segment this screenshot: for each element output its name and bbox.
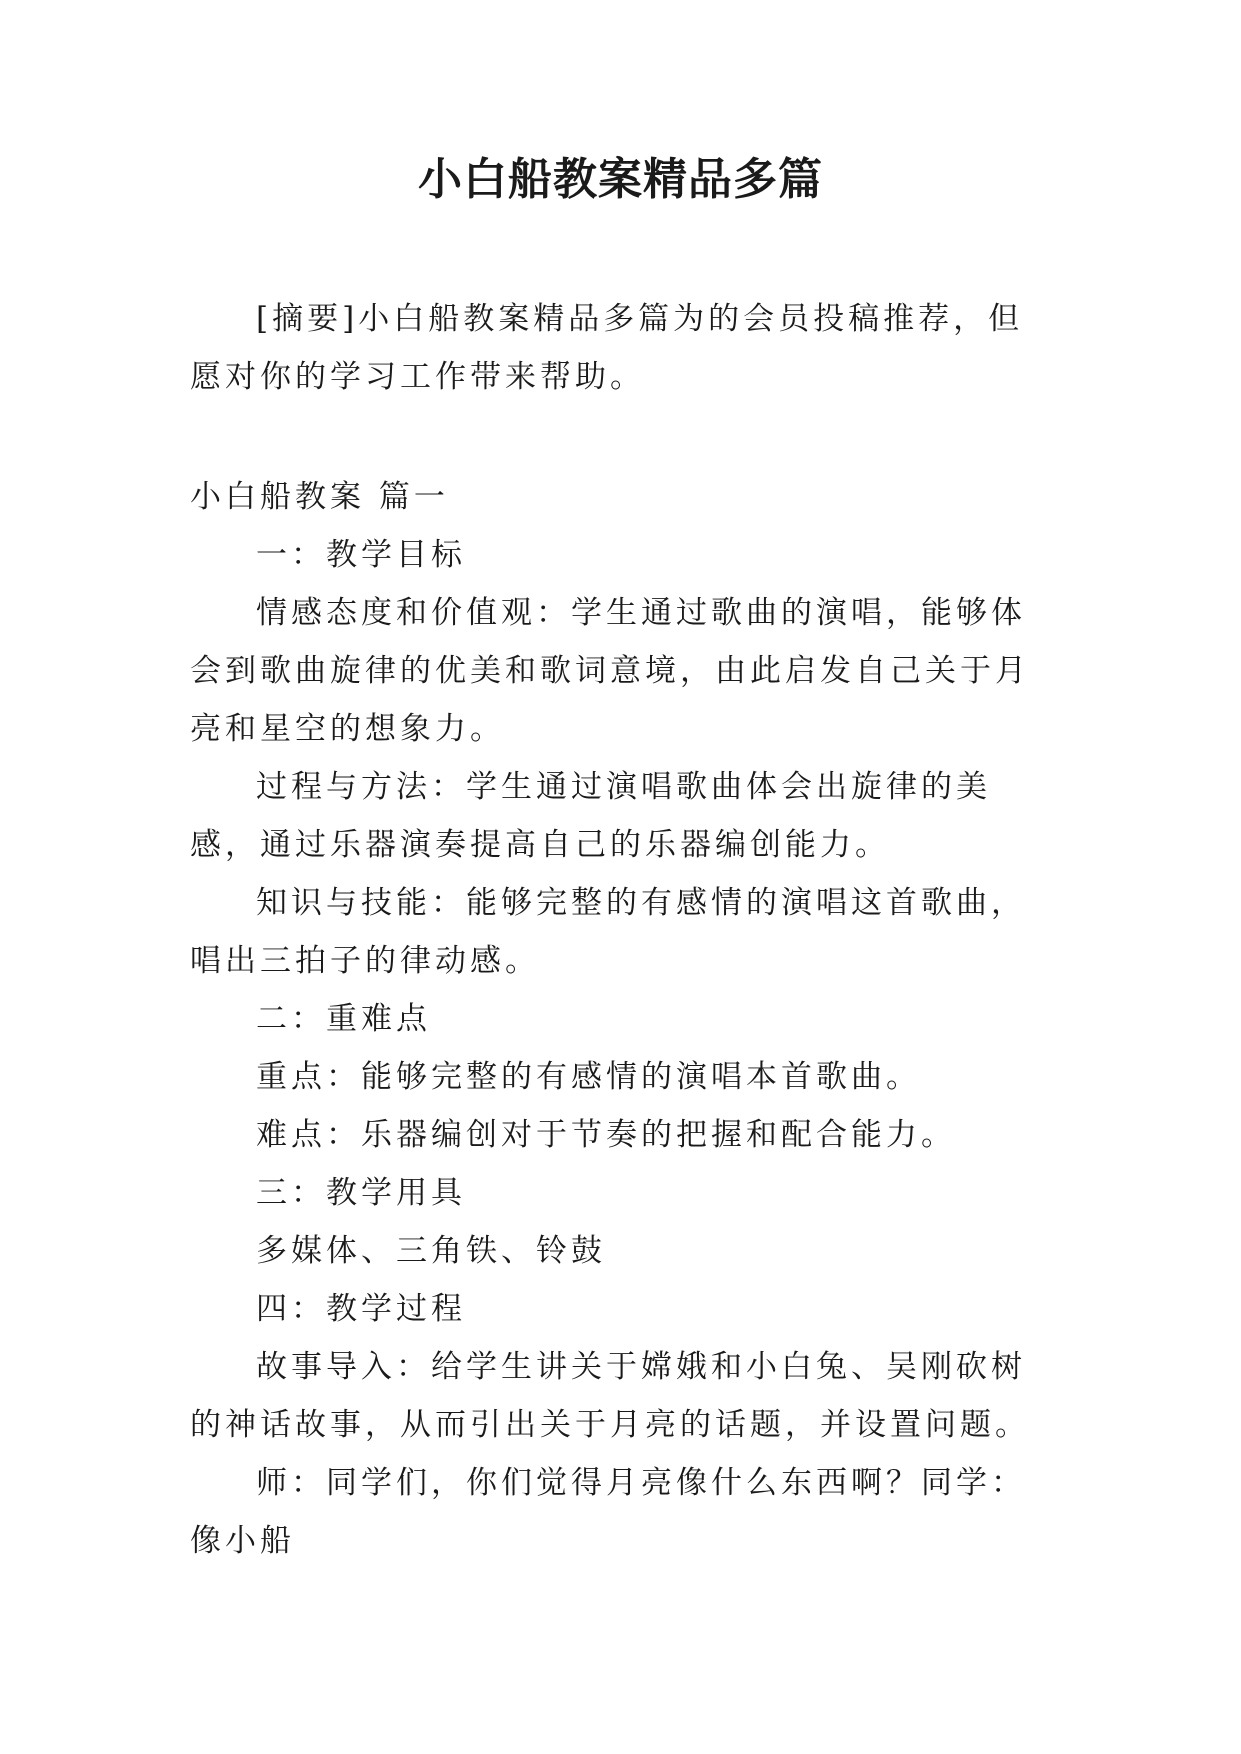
document-body: [190, 290, 1050, 1570]
spacer: [190, 406, 1050, 468]
paragraph: 知识与技能：能够完整的有感情的演唱这首歌曲，唱出三拍子的律动感。: [190, 885, 1026, 979]
paragraph: 故事导入：给学生讲关于嫦娥和小白兔、吴刚砍树的神话故事，从而引出关于月亮的话题，并设置问题。: [190, 1349, 1030, 1443]
paragraph: 四：教学过程: [256, 1291, 466, 1327]
paragraph: 情感态度和价值观：学生通过歌曲的演唱，能够体会到歌曲旋律的优美和歌词意境，由此启发自己关于月亮和星空的想象力。: [190, 595, 1030, 747]
document-title: 小白船教案精品多篇: [418, 154, 823, 205]
paragraph: 一：教学目标: [256, 537, 466, 573]
paragraph: 师：同学们，你们觉得月亮像什么东西啊？同学：像小船: [190, 1465, 1026, 1559]
paragraph: 重点：能够完整的有感情的演唱本首歌曲。: [256, 1059, 921, 1095]
paragraph: 二：重难点: [256, 1001, 431, 1037]
abstract-paragraph: [摘要]小白船教案精品多篇为的会员投稿推荐，但愿对你的学习工作带来帮助。: [190, 301, 1024, 395]
paragraph: 三：教学用具: [256, 1175, 466, 1211]
section-heading: 小白船教案 篇一: [190, 479, 449, 515]
paragraph: 过程与方法：学生通过演唱歌曲体会出旋律的美感，通过乐器演奏提高自己的乐器编创能力。: [190, 769, 991, 863]
paragraph: 难点：乐器编创对于节奏的把握和配合能力。: [256, 1117, 956, 1153]
paragraph: 多媒体、三角铁、铃鼓: [256, 1233, 606, 1269]
